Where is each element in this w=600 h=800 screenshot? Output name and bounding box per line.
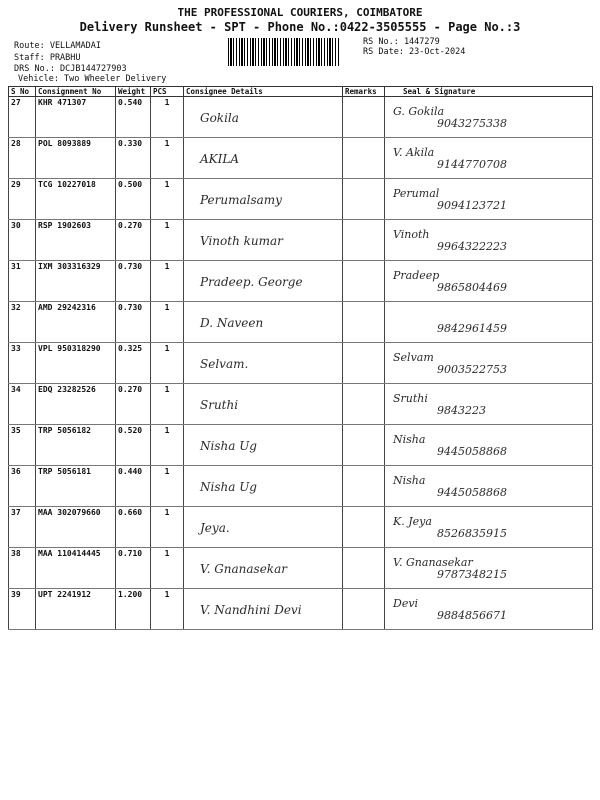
cell-consignee: AKILA <box>184 138 343 179</box>
cell-signature <box>385 343 593 384</box>
cell-weight: 0.730 <box>116 261 151 302</box>
header-remarks: Remarks <box>343 87 385 97</box>
runsheet-table <box>8 86 593 630</box>
cell-consignment: AMD 29242316 <box>36 302 116 343</box>
cell-pcs: 1 <box>151 179 184 220</box>
cell-remarks <box>343 302 385 343</box>
table-row <box>9 138 593 179</box>
cell-sno: 32 <box>9 302 36 343</box>
cell-consignment: TRP 5056182 <box>36 425 116 466</box>
cell-pcs: 1 <box>151 261 184 302</box>
cell-remarks <box>343 507 385 548</box>
cell-remarks <box>343 589 385 630</box>
table-row <box>9 507 593 548</box>
cell-weight: 0.520 <box>116 425 151 466</box>
signature-name: Devi <box>393 596 419 610</box>
signature-name: Pradeep <box>393 268 440 282</box>
table-row <box>9 466 593 507</box>
cell-weight: 0.710 <box>116 548 151 589</box>
cell-remarks <box>343 97 385 138</box>
cell-consignee: Nisha Ug <box>184 466 343 507</box>
cell-sno: 30 <box>9 220 36 261</box>
signature-name: Selvam <box>393 350 434 364</box>
cell-sno: 35 <box>9 425 36 466</box>
cell-consignment: POL 8093889 <box>36 138 116 179</box>
cell-consignee: Perumalsamy <box>184 179 343 220</box>
cell-signature <box>385 548 593 589</box>
cell-pcs: 1 <box>151 384 184 425</box>
cell-pcs: 1 <box>151 507 184 548</box>
cell-weight: 1.200 <box>116 589 151 630</box>
cell-consignment: MAA 302079660 <box>36 507 116 548</box>
cell-signature <box>385 425 593 466</box>
signature-phone: 9003522753 <box>437 362 507 376</box>
cell-consignment: KHR 471307 <box>36 97 116 138</box>
cell-consignee: Selvam. <box>184 343 343 384</box>
cell-pcs: 1 <box>151 466 184 507</box>
header-weight: Weight <box>116 87 151 97</box>
cell-consignment: IXM 303316329 <box>36 261 116 302</box>
signature-name: Sruthi <box>393 391 428 405</box>
signature-phone: 9884856671 <box>437 608 507 622</box>
cell-signature <box>385 302 593 343</box>
cell-signature <box>385 384 593 425</box>
table-row <box>9 384 593 425</box>
header-pcs: PCS <box>151 87 184 97</box>
signature-phone: 9842961459 <box>437 321 507 335</box>
cell-consignment: MAA 110414445 <box>36 548 116 589</box>
table-row <box>9 179 593 220</box>
cell-weight: 0.730 <box>116 302 151 343</box>
cell-pcs: 1 <box>151 138 184 179</box>
cell-remarks <box>343 466 385 507</box>
table-row <box>9 261 593 302</box>
cell-signature <box>385 179 593 220</box>
drs-number: DRS No.: DCJB144727903 <box>14 64 127 74</box>
cell-consignee: Pradeep. George <box>184 261 343 302</box>
rs-date: RS Date: 23-Oct-2024 <box>363 47 466 57</box>
table-row <box>9 302 593 343</box>
cell-signature <box>385 466 593 507</box>
staff-label: Staff: PRABHU <box>14 53 81 63</box>
signature-phone: 9144770708 <box>437 157 507 171</box>
cell-consignee: V. Nandhini Devi <box>184 589 343 630</box>
company-title: THE PROFESSIONAL COURIERS, COIMBATORE <box>177 6 423 19</box>
table-row <box>9 343 593 384</box>
cell-pcs: 1 <box>151 302 184 343</box>
cell-sno: 31 <box>9 261 36 302</box>
signature-name: G. Gokila <box>393 104 445 118</box>
cell-signature <box>385 220 593 261</box>
cell-sno: 28 <box>9 138 36 179</box>
table-row <box>9 548 593 589</box>
cell-remarks <box>343 138 385 179</box>
vehicle-label: Vehicle: Two Wheeler Delivery <box>18 74 167 84</box>
cell-weight: 0.440 <box>116 466 151 507</box>
cell-consignee: D. Naveen <box>184 302 343 343</box>
table-row <box>9 425 593 466</box>
cell-consignee: Vinoth kumar <box>184 220 343 261</box>
signature-phone: 9094123721 <box>437 198 507 212</box>
signature-name: V. Gnanasekar <box>393 555 473 569</box>
cell-weight: 0.500 <box>116 179 151 220</box>
cell-weight: 0.660 <box>116 507 151 548</box>
cell-remarks <box>343 425 385 466</box>
cell-signature <box>385 138 593 179</box>
cell-sno: 38 <box>9 548 36 589</box>
cell-signature <box>385 507 593 548</box>
rs-number: RS No.: 1447279 <box>363 37 440 47</box>
signature-phone: 9445058868 <box>437 485 507 499</box>
cell-remarks <box>343 261 385 302</box>
signature-name: Nisha <box>393 473 426 487</box>
cell-signature <box>385 589 593 630</box>
cell-sno: 37 <box>9 507 36 548</box>
cell-weight: 0.325 <box>116 343 151 384</box>
header-sno: S No <box>9 87 36 97</box>
header-seal: Seal & Signature <box>385 87 593 97</box>
cell-weight: 0.330 <box>116 138 151 179</box>
table-header-row <box>9 87 593 97</box>
cell-consignment: VPL 950318290 <box>36 343 116 384</box>
signature-name: K. Jeya <box>393 514 432 528</box>
cell-consignee: Gokila <box>184 97 343 138</box>
cell-sno: 27 <box>9 97 36 138</box>
cell-signature <box>385 97 593 138</box>
cell-pcs: 1 <box>151 97 184 138</box>
cell-consignment: UPT 2241912 <box>36 589 116 630</box>
cell-consignee: Sruthi <box>184 384 343 425</box>
cell-consignment: EDQ 23282526 <box>36 384 116 425</box>
cell-consignee: V. Gnanasekar <box>184 548 343 589</box>
header-consignment: Consignment No <box>36 87 116 97</box>
cell-sno: 34 <box>9 384 36 425</box>
signature-name: Perumal <box>393 186 440 200</box>
cell-sno: 29 <box>9 179 36 220</box>
barcode <box>228 38 340 66</box>
cell-pcs: 1 <box>151 220 184 261</box>
cell-sno: 39 <box>9 589 36 630</box>
signature-phone: 9787348215 <box>437 567 507 581</box>
cell-consignment: RSP 1902603 <box>36 220 116 261</box>
table-row <box>9 220 593 261</box>
cell-weight: 0.270 <box>116 220 151 261</box>
cell-consignment: TRP 5056181 <box>36 466 116 507</box>
signature-phone: 9843223 <box>437 403 486 417</box>
cell-sno: 33 <box>9 343 36 384</box>
cell-weight: 0.540 <box>116 97 151 138</box>
cell-remarks <box>343 548 385 589</box>
cell-pcs: 1 <box>151 548 184 589</box>
cell-remarks <box>343 179 385 220</box>
cell-remarks <box>343 343 385 384</box>
cell-pcs: 1 <box>151 589 184 630</box>
cell-consignment: TCG 10227018 <box>36 179 116 220</box>
header-consignee: Consignee Details <box>184 87 343 97</box>
cell-weight: 0.270 <box>116 384 151 425</box>
cell-pcs: 1 <box>151 343 184 384</box>
route-label: Route: VELLAMADAI <box>14 41 101 51</box>
cell-signature <box>385 261 593 302</box>
signature-name <box>387 310 393 323</box>
signature-name: Vinoth <box>393 227 430 241</box>
signature-phone: 9964322223 <box>437 239 507 253</box>
signature-phone: 9865804469 <box>437 280 507 294</box>
signature-name: Nisha <box>393 432 426 446</box>
table-row <box>9 97 593 138</box>
runsheet-subtitle: Delivery Runsheet - SPT - Phone No.:0422-3505555 - Page No.:3 <box>79 20 521 34</box>
cell-consignee: Nisha Ug <box>184 425 343 466</box>
signature-phone: 9043275338 <box>437 116 507 130</box>
cell-consignee: Jeya. <box>184 507 343 548</box>
cell-remarks <box>343 384 385 425</box>
cell-remarks <box>343 220 385 261</box>
cell-sno: 36 <box>9 466 36 507</box>
signature-phone: 9445058868 <box>437 444 507 458</box>
signature-phone: 8526835915 <box>437 526 507 540</box>
table-row <box>9 589 593 630</box>
cell-pcs: 1 <box>151 425 184 466</box>
signature-name: V. Akila <box>393 145 435 159</box>
